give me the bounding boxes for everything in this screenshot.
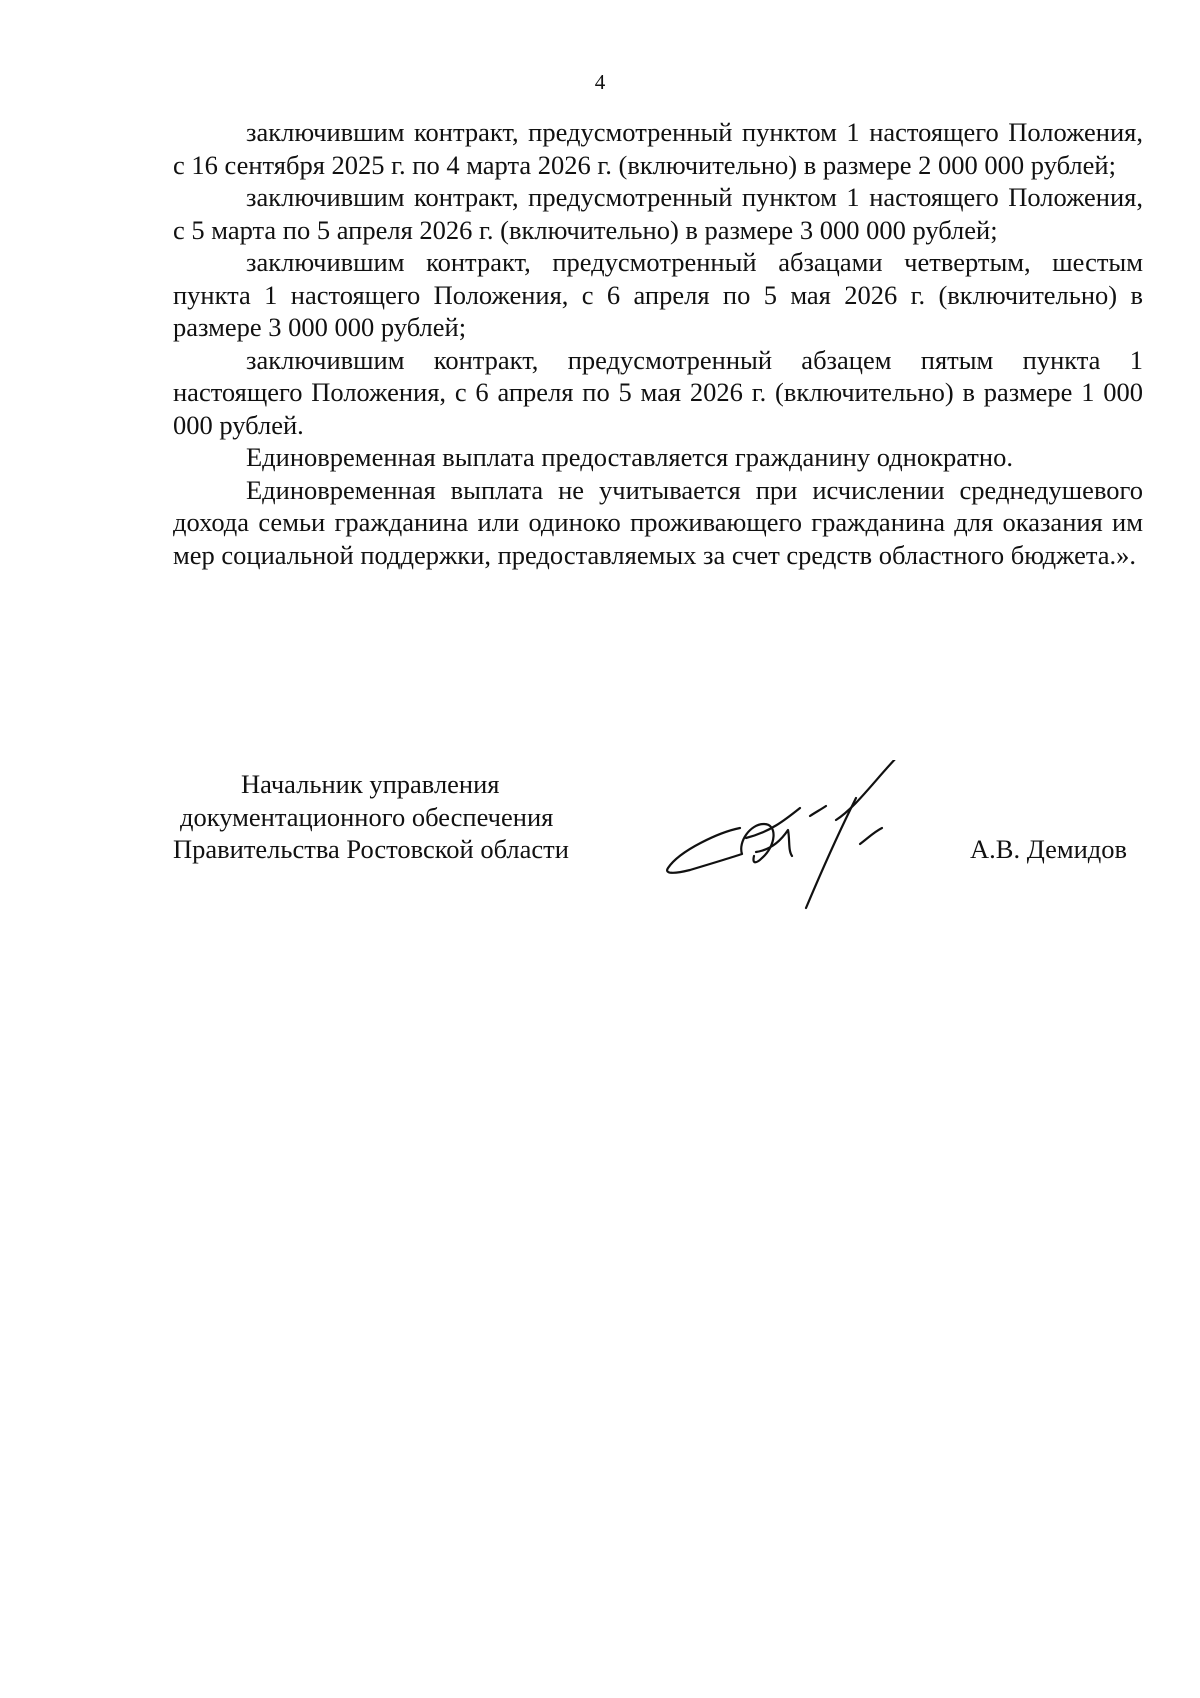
signatory-title-line: Правительства Ростовской области [173,834,569,864]
paragraph: заключившим контракт, предусмотренный абзацами четвертым, шестым пункта 1 настоящего Положения, с 6 апреля по 5 мая 2026 г. (включительно) в размере 3 000 000 рублей; [173,247,1143,342]
paragraph: заключившим контракт, предусмотренный пунктом 1 настоящего Положения, с 16 сентября 2025 г. по 4 марта 2026 г. (включительно) в размере 2 000 000 рублей; [173,117,1143,180]
handwritten-signature [660,760,960,920]
signatory-title [173,768,623,866]
page-number: 4 [594,70,606,94]
signatory-name: А.В. Демидов [970,834,1128,864]
paragraph: заключившим контракт, предусмотренный пунктом 1 настоящего Положения, с 5 марта по 5 апреля 2026 г. (включительно) в размере 3 000 000 рублей; [173,182,1143,245]
document-body [173,116,1143,571]
paragraph: Единовременная выплата не учитывается при исчислении среднедушевого дохода семьи гражданина или одиноко проживающего гражданина для оказания им мер социальной поддержки, предоставляемых за счет средств областного бюджета.». [173,474,1143,570]
signatory-title-line: Начальник управления [241,769,500,799]
paragraph: заключившим контракт, предусмотренный абзацем пятым пункта 1 настоящего Положения, с 6 апреля по 5 мая 2026 г. (включительно) в размере 1 000 000 рублей. [173,344,1143,440]
paragraph: Единовременная выплата предоставляется гражданину однократно. [246,442,1013,472]
signatory-title-line: документационного обеспечения [180,801,554,832]
